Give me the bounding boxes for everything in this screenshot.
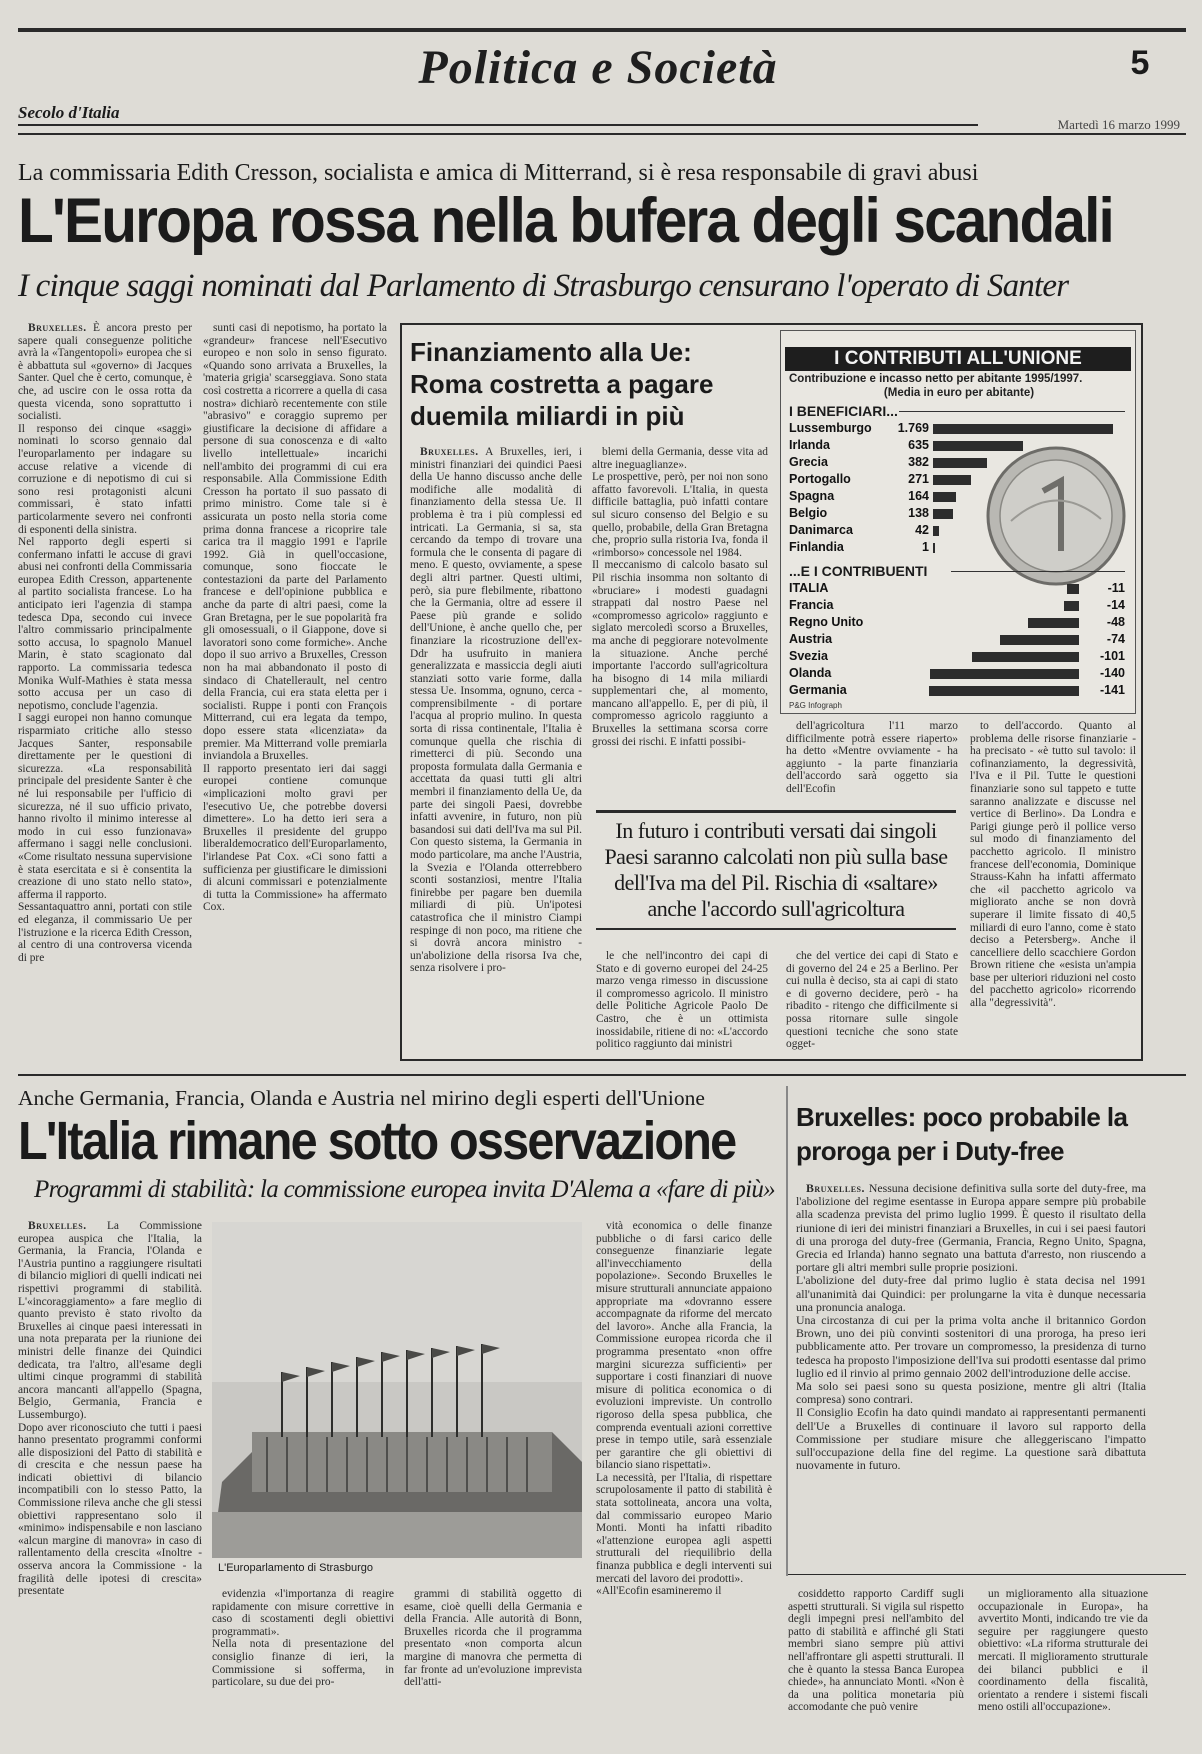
- finance-col-4b: [786, 950, 958, 1054]
- country-name: Austria: [789, 632, 833, 646]
- masthead-rule: [18, 124, 978, 126]
- country-value: 1.769: [897, 421, 929, 435]
- lead-col-2: [203, 322, 387, 1060]
- country-bar: [933, 526, 939, 536]
- country-bar: [1000, 635, 1079, 645]
- country-bar: [972, 652, 1079, 662]
- infographic: [780, 330, 1136, 714]
- finance-col-1-cont: [410, 804, 582, 1054]
- beneficiari-row: [789, 421, 1129, 437]
- country-bar: [1064, 601, 1079, 611]
- pullquote-rule-top: [596, 810, 956, 813]
- italy-col5-text: cosiddetto rapporto Cardiff sugli aspetti strutturali. Si vigila sul rispetto degli impegni presi nell'ambito del patto di stabilità e affinché gli Stati membri siano sempre più attivi nell'affrontare gli aspetti strutturali. Il che è quanto la stessa Banca Europea chiede», ha annunciato Monti. «Non è da una politica monetaria più accomodante che può venire: [788, 1588, 964, 1714]
- dutyfree-text: Nessuna decisione definitiva sulla sorte del duty-free, ma l'abolizione del regime esentasse in Europa appare sempre più probabile alla scadenza prevista del primo luglio 1999. È questo il risultato della riunione di ieri dei ministri finanziari a Bruxelles, in cui i sei paesi fautori di una proroga del duty-free (Germania, Francia, Regno Unito, Spagna, Grecia ed Irlanda) hanno segnato una battuta d'arresto, non riuscendo a portare gli altri membri sulle proprie posizioni. L'abolizione del duty-free dal primo luglio è stata decisa nel 1991 all'unanimità dai Quindici: per prolungarne la vita è dunque necessaria una pronuncia analoga. Una circostanza di cui per la prima volta anche il britannico Gordon Brown, uno dei più convinti sostenitori di una proroga, ha preso ieri pubblicamente atto. Per trovare un compromesso, la presidenza di turno tedesca ha proposto l'imposizione dell'Iva sui prodotti esentasse dal primo luglio ed il rinvio al primo gennaio 2002 dell'introduzione delle accise. Ma solo sei paesi sono su questa posizione, mentre gli altri (Italia compresa) sono contrari. Il Consiglio Ecofin ha dato quindi mandato ai rappresentanti permanenti dell'Ue a Bruxelles di continuare il lavoro sul rapporto della Commissione per studiare misure che alleggeriscano l'impatto sull'occupazione della fine del regime. La questione sarà dibattuta nuovamente in futuro.: [796, 1181, 1146, 1473]
- finance-col2-text: blemi della Germania, desse vita ad altre ineguaglianze». Le prospettive, però, per noi non sono affatto favorevoli. L'Italia, in questa difficile battaglia, può infatti contare sul sicuro consenso del Belgio e su quello, probabile, della Gran Bretagna che, proprio sulla ristoria Iva, fonda il «rimborso» concessole nel 1984. Il meccanismo di calcolo basato sul Pil rischia insomma non soltanto di «bruciare» i modesti guadagni strappati dal nostro Paese nel «compromesso agricolo» raggiunto e siglato mercoledì scorso a Bruxelles, ma anche di peggiorare notevolmente la situazione. Anche perché importante l'accordo sull'agricoltura ha bisogno di 14 mila miliardi supplementari che, al momento, mancano all'appello. E, per di più, il compromesso agricolo raggiunto a Bruxelles la settimana scorsa corre grossi dei rischi. E infatti possibi-: [592, 446, 768, 748]
- italy-col4-text: vità economica o delle finanze pubbliche o di farsi carico delle conseguenze finanziarie legate all'invecchiamento della popolazione». Secondo Bruxelles le misure strutturali annunciate appaiono appropriate ma «dovranno essere accompagnate da riforme del mercato del lavoro». Anche alla Francia, la Commissione europea ricorda che il programma presentato «non offre margini sicurezza sufficienti» per supportare i costi finanziari di nuove misure di politica economica o di evoluzioni impreviste. Un controllo rigoroso della spesa pubblica, che comprenda eventuali azioni correttive prese in tempo utile, sarà essenziale per garantire che gli obiettivi di bilancio siano rispettati». La necessità, per l'Italia, di rispettare scrupolosamente il patto di stabilità è stata sottolineata, ancora una volta, dal commissario europeo Mario Monti. Monti ha infatti ribadito «l'attenzione europea agli aspetti strutturali del riequilibrio della finanza pubblica e degli interventi sui mercati del lavoro dei prodotti». «All'Ecofin esamineremo il: [596, 1220, 772, 1598]
- issue-date: Martedì 16 marzo 1999: [1057, 117, 1180, 132]
- pullquote-rule-bottom: [596, 928, 956, 930]
- beneficiari-rule: [899, 411, 1125, 412]
- finance-col5-text: to dell'accordo. Quanto al problema delle risorse finanziarie - ha precisato - «è tutto sul tavolo: il cofinanziamento, la degressività, l'Iva e il Pil. Tutte le questioni finanziarie sono sul tappeto e tutte saranno analizzate e discusse nel vertice di Berlino». Da Londra e Parigi giunge però il pollice verso sul modo di finanziamento del pacchetto agricolo. Il ministro francese dell'economia, Dominique Strauss-Kahn ha infatti affermato che «il pacchetto agricolo va migliorato anche se non dovrà superare il limite fissato di 40,5 miliardi di euro l'anno, come è stato deciso a Petersberg». Anche il cancelliere dello scacchiere Gordon Brown ritiene che «esista un'ampia base per ulteriori riduzioni nel costo del pacchetto agricolo» ricorrendo alla "degressività".: [970, 720, 1136, 1010]
- lead-col-1: [18, 322, 192, 1060]
- dutyfree-bottom-rule: [788, 1574, 1186, 1575]
- italy-col6-text: un miglioramento alla situazione occupazionale in Europa», ha avvertito Monti, indicando tre vie da seguire per raggiungere questo obiettivo: «La riforma strutturale dei mercati. Il miglioramento strutturale dei bilanci pubblici e il coordinamento della fiscalità, orientato a rendere i sistemi fiscali meno ostili all'occupazione».: [978, 1588, 1148, 1714]
- page-number: 5: [1130, 44, 1150, 82]
- italy-col3-text: grammi di stabilità oggetto di esame, cioè quelli della Germania e della Francia. Alle autorità di Bonn, Bruxelles ricorda che il programma presentato «non comporta alcun margine di manovra che permetta di far fronte ad un'evoluzione imprevista dell'atti-: [404, 1588, 582, 1689]
- country-value: -74: [1106, 632, 1125, 646]
- finance-col4b-text: che del vertice dei capi di Stato e di governo del 24 e 25 a Berlino. Per cui nulla è deciso, sta ai capi di stato e di governo decidere, però - ha ribadito - ritengo che difficilmente si possa ritornare sulle singole questioni tecniche che sono state ogget-: [786, 950, 958, 1051]
- infographic-subtitle-2: (Media in euro per abitante): [883, 387, 1035, 399]
- finance-col-5: [970, 720, 1136, 1050]
- country-name: Germania: [789, 683, 847, 697]
- country-value: -141: [1099, 683, 1125, 697]
- dutyfree-dateline: Bruxelles.: [806, 1181, 865, 1195]
- italy-dateline: Bruxelles.: [28, 1220, 87, 1232]
- country-bar: [933, 543, 935, 553]
- italy-col1-text: La Commissione europea auspica che l'Italia, la Germania, la Francia, l'Olanda e l'Austria puntino a raggiungere risultati di bilancio migliori di quelli indicati nei rispettivi programmi di stabilità. L'«incoraggiamento» a fare meglio di quanto previsto è stato rivolto da Bruxelles ai cinque paesi interessati in una nota preparata per la riunione dei ministri delle finanze dei Quindici dedicata, tra l'altro, all'esame degli ultimi cinque programmi di stabilità ancora mancanti all'appello (Spagna, Belgio, Germania, Francia e Lussemburgo). Dopo aver riconosciuto che tutti i paesi hanno presentato programmi conformi alle disposizioni del Patto di stabilità e di crescita e che nessun paese ha indicati obiettivi di bilancio incompatibili con lo stesso Patto, la Commissione rileva anche che gli stessi obiettivi rappresentano solo il «minimo» indispensabile e non lasciano «alcun margine di manovra» in caso di rallentamento della crescita «Inoltre - osserva ancora la Commissione - la fragilità delle ipotesi di crescita» presentate: [18, 1220, 202, 1598]
- dutyfree-body: [796, 1182, 1146, 1570]
- country-name: Francia: [789, 598, 834, 612]
- finance-col-1: [410, 446, 582, 975]
- country-value: 635: [908, 438, 929, 452]
- infographic-title: I CONTRIBUTI ALL'UNIONE: [785, 347, 1131, 371]
- italy-subhead: Programmi di stabilità: la commissione europea invita D'Alema a «fare di più»: [34, 1176, 775, 1203]
- contribuenti-row: [789, 615, 1129, 631]
- beneficiari-label: I BENEFICIARI...: [789, 403, 898, 419]
- country-bar: [930, 669, 1079, 679]
- finance-col1-text: A Bruxelles, ieri, i ministri finanziari dei quindici Paesi della Ue hanno discusso anche delle modifiche alle modalità di finanziamento della stessa Ue. Il problema è tra i più complessi ed intricati. La Germania, si sa, sta cercando da tempo di trovare una formula che le consenta di pagare di meno. E questo, ovviamente, a spese degli altri partner. Questi ultimi, però, sia pure flebilmente, ribattono che la Germania, oltre ad essere il Paese più grande e solido dell'Unione, è anche quello che, per finanziare la ricostruzione dell'ex-Ddr ha usufruito in maniera generalizzata e massiccia degli aiuti stanziati sotto varie forme, dalla stessa Ue. Insomma, ognuno, cerca - comprensibilmente - di portare l'acqua al proprio mulino. In questa sorta di rissa continentale, l'Italia è comunque quella che rischia di rimetterci di più. Secondo una proposta formulata dalla Germania e accettata da quasi tutti gli altri membri il finanziamento della Ue, da parte dei singoli Paesi, dovrebbe infatti avvenire, in futuro, non più basandosi sui dati dell'Iva ma sul Pil. Con questo sistema, la Germania in modo particolare, ma anche l'Austria, la Svezia e l'Olanda otterrebbero sconti sostanziosi, mentre l'Italia finirebbe per pagare ben duemila miliardi di più. Un'ipotesi catastrofica che il ministro Ciampi respinge di non poco, ma ritiene che si dovrà ancora ministro - un'abolizione della risorsa Iva che, senza risolvere i pro-: [410, 446, 582, 975]
- finance-col-2: [592, 446, 768, 796]
- masthead-rule-2: [18, 133, 1186, 135]
- country-value: 42: [915, 523, 929, 537]
- contribuenti-row: [789, 632, 1129, 648]
- euro-coin-image: [981, 441, 1131, 591]
- country-name: Belgio: [789, 506, 828, 520]
- country-name: Regno Unito: [789, 615, 864, 629]
- country-value: 1: [922, 540, 929, 554]
- country-bar: [933, 509, 953, 519]
- country-value: -14: [1106, 598, 1125, 612]
- country-name: Grecia: [789, 455, 828, 469]
- country-value: -140: [1099, 666, 1125, 680]
- lead-col2-text: sunti casi di nepotismo, ha portato la «grandeur» francese nell'Esecutivo europeo e non solo in senso figurato. «Quando sono arrivata a Bruxelles, la 'materia grigia' scarseggiava. Sono stata così costretta a ricorrere a quella di casa nostra» dichiarò recentemente con stile "abrasivo" e coraggio supremo per giustificare la decisione di affidare a persone di sua conoscenza e di «alto livello intellettuale» incarichi nell'ambito dei programmi di cui era responsabile. Alla Commissione Edith Cresson ha portato il suo passato di primo ministro. Come tale si è assicurata un posto nella storia come prima donna francese a ricoprire tale carica tra il maggio 1991 e l'aprile 1992. Già in quell'occasione, comunque, sono fioccate le contestazioni da parte del Parlamento francese e dell'opinione pubblica e anche da parte di altri paesi, come la Gran Bretagna, per le sue popolarità fra gli omosessuali, o il Giappone, dove si lavoratori sono come formiche». Anche dopo il suo arrivo a Bruxelles, Cresson non ha mai abbandonato il posto di sindaco di Chatellerault, nel centro della Francia, cui era stata eletta per i socialisti. Ruppe i ponti con François Mitterrand, cui era legata da tempo, dopo essere stata «licenziata» da premier. Ma Mitterrand volle premiarla inviandola a Bruxelles. Il rapporto presentato ieri dai saggi europei contiene comunque «implicazioni molto gravi per l'esecutivo Ue, che potrebbe doversi dimettere». Lo ha detto ieri sera a Bruxelles il presidente del gruppo liberaldemocratico dell'Europarlamento, l'irlandese Pat Cox. «Ci sono fatti a sufficienza per giustificare le dimissioni di alcuni commissari e potenzialmente di tutta la Commissione» ha affermato Cox.: [203, 322, 387, 914]
- photo-caption: L'Europarlamento di Strasburgo: [218, 1562, 373, 1574]
- country-name: Finlandia: [789, 540, 844, 554]
- section-title: Politica e Società: [418, 41, 778, 94]
- italy-col2-text: evidenzia «l'importanza di reagire rapidamente con misure correttive in caso di scostamenti degli obiettivi programmati». Nella nota di presentazione del consiglio finanze di ieri, la Commissione si sofferma, in particolare, su due dei pro-: [212, 1588, 394, 1689]
- infographic-credit: P&G Infograph: [789, 701, 842, 710]
- lead-col1-text: È ancora presto per sapere quali conseguenze politiche avrà la «Tangentopoli» europea che si è abbattuta sul «governo» di Jacques Santer. Quel che è certo, comunque, è che, ad uscire con le ossa rotta da questa vicenda, sono soprattutto i socialisti. Il responso dei cinque «saggi» nominati lo scorso gennaio dal l'europarlamento per indagare su accuse relative a vicende di corruzione e di nepotismo di cui si sono resi protagonisti alcuni commissari, è stato infatti particolarmente severo nei confronti di esponenti della sinistra. Nel rapporto degli esperti si confermano infatti le accuse di gravi abusi nei confronti della Commissaria europea Edith Cresson, appartenente al partito socialista francese. Lo ha anticipato ieri l'agenzia di stampa tedesca Dpa, secondo cui invece l'altro commissario principalmente sotto accusa, lo spagnolo Manuel Marin, è stato scagionato dal rapporto. La commissaria tedesca Monika Wulf-Mathies è stata messa sotto accusa per un caso di nepotismo, conclude l'agenzia. I saggi europei non hanno comunque risparmiato critiche allo stesso Jacques Santer, responsabile direttamente per le questioni di sicurezza. «La responsabilità principale del presidente Santer è che né lui responsabile per l'ufficio di sicurezza, né il suo ufficio privato, hanno rivolto il minimo interesse al modo in cui esso funzionava» affermano i saggi nelle conclusioni. «Come risultato nessuna supervisione è stata esercitata e si è consentita la creazione di uno stato nello stato», afferma il rapporto. Sessantaquattro anni, portati con stile ed eleganza, il commissario Ue per l'istruzione e la ricerca Edith Cresson, al centro di una controversa vicenda di pre: [18, 322, 192, 964]
- italy-kicker: Anche Germania, Francia, Olanda e Austria nel mirino degli esperti dell'Unione: [18, 1086, 705, 1110]
- italy-col-1: [18, 1220, 202, 1740]
- top-rule: [18, 28, 1186, 32]
- lead-kicker: La commissaria Edith Cresson, socialista e amica di Mitterrand, si è resa responsabile di gravi abusi: [18, 160, 979, 186]
- country-name: Lussemburgo: [789, 421, 872, 435]
- paper-name: Secolo d'Italia: [18, 103, 120, 122]
- contribuenti-label: ...E I CONTRIBUENTI: [789, 563, 928, 579]
- country-bar: [933, 458, 987, 468]
- finance-dateline: Bruxelles.: [420, 446, 479, 458]
- italy-headline: L'Italia rimane sotto osservazione: [18, 1111, 736, 1171]
- country-bar: [1067, 584, 1079, 594]
- country-value: 164: [908, 489, 929, 503]
- country-bar: [933, 492, 956, 502]
- dutyfree-divider: [786, 1086, 788, 1576]
- section-divider: [18, 1074, 1186, 1076]
- country-value: -11: [1107, 581, 1125, 595]
- italy-col-6: [978, 1588, 1148, 1738]
- finance-col3-text: le che nell'incontro dei capi di Stato e di governo europei del 24-25 marzo venga rimesso in discussione il compromesso agricolo. Il ministro delle Politiche Agricole Paolo De Castro, che è un ottimista inossidabile, ritiene di no: «L'accordo politico raggiunto dai ministri: [596, 950, 768, 1051]
- lead-subhead: I cinque saggi nominati dal Parlamento di Strasburgo censurano l'operato di Santer: [18, 268, 1069, 304]
- pullquote: In futuro i contributi versati dai singoli Paesi saranno calcolati non più sulla base dell'Iva ma del Pil. Rischia di «saltare» anche l'accordo sull'agricoltura: [604, 818, 948, 921]
- photo-illustration: [212, 1222, 582, 1558]
- lead-headline: L'Europa rossa nella bufera degli scandali: [18, 186, 1113, 256]
- country-name: Portogallo: [789, 472, 851, 486]
- strasbourg-parliament-photo: [212, 1222, 582, 1558]
- country-name: Irlanda: [789, 438, 830, 452]
- country-name: Olanda: [789, 666, 832, 680]
- contribuenti-row: [789, 683, 1129, 699]
- italy-col-4: [596, 1220, 772, 1738]
- lead-dateline: Bruxelles.: [28, 322, 87, 334]
- contribuenti-row: [789, 598, 1129, 614]
- country-bar: [1028, 618, 1079, 628]
- country-bar: [929, 686, 1079, 696]
- contribuenti-row: [789, 666, 1129, 682]
- country-value: 138: [908, 506, 929, 520]
- finance-col4-text: dell'agricoltura l'11 marzo difficilmente potrà essere riaperto» ha detto «Mentre ovviamente - ha aggiunto - la parte finanziaria dell'accordo sarà oggetto sia dell'Ecofin: [786, 720, 958, 795]
- finance-col-4: [786, 720, 958, 804]
- country-name: Svezia: [789, 649, 828, 663]
- infographic-subtitle: Contribuzione e incasso netto per abitante 1995/1997.: [789, 373, 1083, 385]
- country-name: Spagna: [789, 489, 835, 503]
- country-value: -101: [1099, 649, 1125, 663]
- country-value: 271: [908, 472, 929, 486]
- country-name: Danimarca: [789, 523, 853, 537]
- italy-col-5: [788, 1588, 964, 1738]
- country-bar: [933, 475, 971, 485]
- country-bar: [933, 424, 1113, 434]
- contribuenti-row: [789, 649, 1129, 665]
- contribuenti-rule: [951, 571, 1125, 572]
- country-value: -48: [1106, 615, 1125, 629]
- finance-headline: Finanziamento alla Ue: Roma costretta a pagare duemila miliardi in più: [410, 337, 714, 431]
- italy-col-2: [212, 1588, 394, 1738]
- dutyfree-headline: Bruxelles: poco probabile la proroga per i Duty-free: [796, 1102, 1128, 1166]
- country-name: ITALIA: [789, 581, 829, 595]
- country-value: 382: [908, 455, 929, 469]
- contribuenti-row: [789, 581, 1129, 597]
- finance-col-3: [596, 950, 768, 1054]
- italy-col-3: [404, 1588, 582, 1738]
